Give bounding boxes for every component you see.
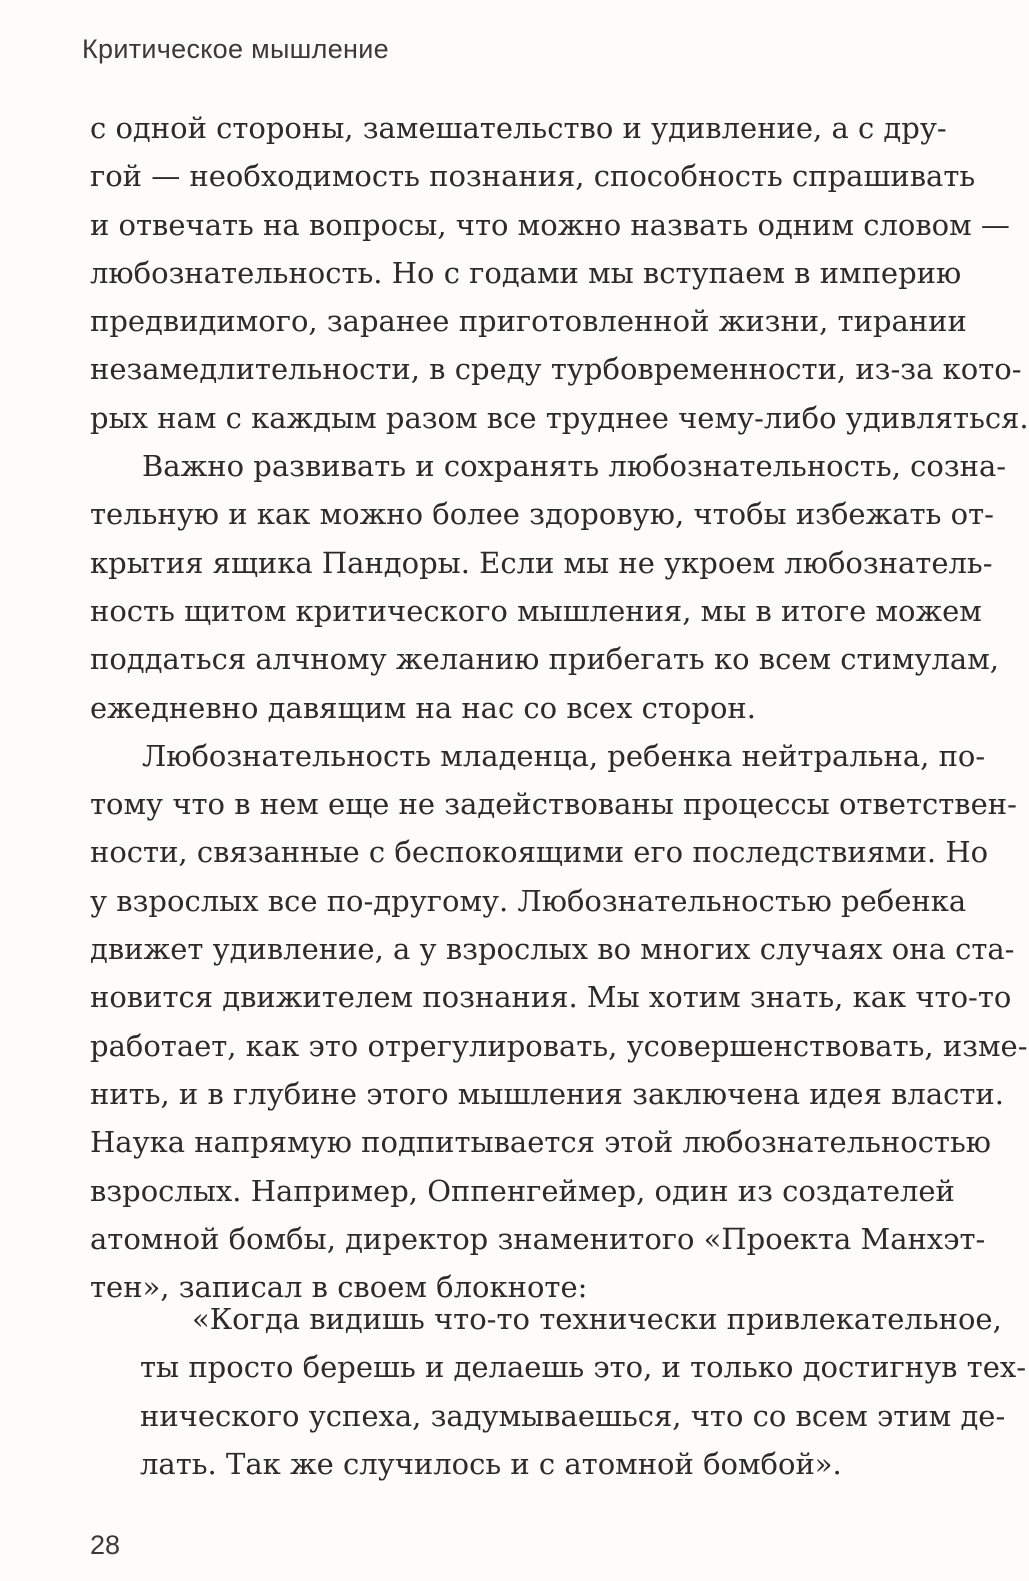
text-line: Важно развивать и сохранять любознательность, созна-: [142, 449, 1007, 484]
text-line: тельную и как можно более здоровую, чтобы избежать от-: [90, 497, 994, 532]
text-line: новится движителем познания. Мы хотим знать, как что-то: [90, 980, 1012, 1015]
text-line: рых нам с каждым разом все труднее чему-либо удивляться.: [90, 400, 1029, 435]
text-line: поддаться алчному желанию прибегать ко всем стимулам,: [90, 642, 999, 677]
text-line: тен», записал в своем блокноте:: [90, 1270, 588, 1305]
text-line: любознательность. Но с годами мы вступаем в империю: [90, 255, 962, 290]
quote-line: ты просто берешь и делаешь это, и только достигнув тех-: [140, 1350, 1027, 1385]
block-quote: [140, 1295, 1027, 1488]
text-line: работает, как это отрегулировать, усовершенствовать, изме-: [90, 1028, 1028, 1063]
text-line: Наука напрямую подпитывается этой любознательностью: [90, 1125, 992, 1160]
main-text: [90, 104, 1029, 1311]
text-line: у взрослых все по-другому. Любознательностью ребенка: [90, 883, 967, 918]
text-line: движет удивление, а у взрослых во многих случаях она ста-: [90, 932, 1015, 967]
running-title: Критическое мышление: [82, 34, 389, 64]
text-line: нить, и в глубине этого мышления заключена идея власти.: [90, 1076, 1004, 1111]
text-line: ности, связанные с беспокоящими его последствиями. Но: [90, 835, 989, 870]
text-line: тому что в нем еще не задействованы процессы ответствен-: [90, 787, 1017, 822]
text-line: атомной бомбы, директор знаменитого «Проекта Манхэт-: [90, 1221, 986, 1256]
text-line: ежедневно давящим на нас со всех сторон.: [90, 690, 756, 725]
text-line: и отвечать на вопросы, что можно назвать одним словом —: [90, 207, 1010, 242]
text-line: Любознательность младенца, ребенка нейтральна, по-: [142, 738, 986, 773]
text-line: взрослых. Например, Оппенгеймер, один из создателей: [90, 1173, 955, 1208]
text-line: незамедлительности, в среду турбовременности, из-за кото-: [90, 352, 1022, 387]
quote-line: «Когда видишь что-то технически привлекательное,: [192, 1302, 1002, 1336]
page-number: 28: [90, 1530, 121, 1560]
text-line: ность щитом критического мышления, мы в итоге можем: [90, 593, 982, 628]
text-line: крытия ящика Пандоры. Если мы не укроем любознатель-: [90, 545, 993, 580]
quote-line: нического успеха, задумываешься, что со всем этим де-: [140, 1398, 1006, 1433]
text-line: предвидимого, заранее приготовленной жизни, тирании: [90, 304, 967, 339]
text-line: гой — необходимость познания, способность спрашивать: [90, 159, 976, 194]
text-line: с одной стороны, замешательство и удивление, а с дру-: [90, 111, 947, 145]
quote-line: лать. Так же случилось и с атомной бомбой».: [140, 1446, 842, 1481]
